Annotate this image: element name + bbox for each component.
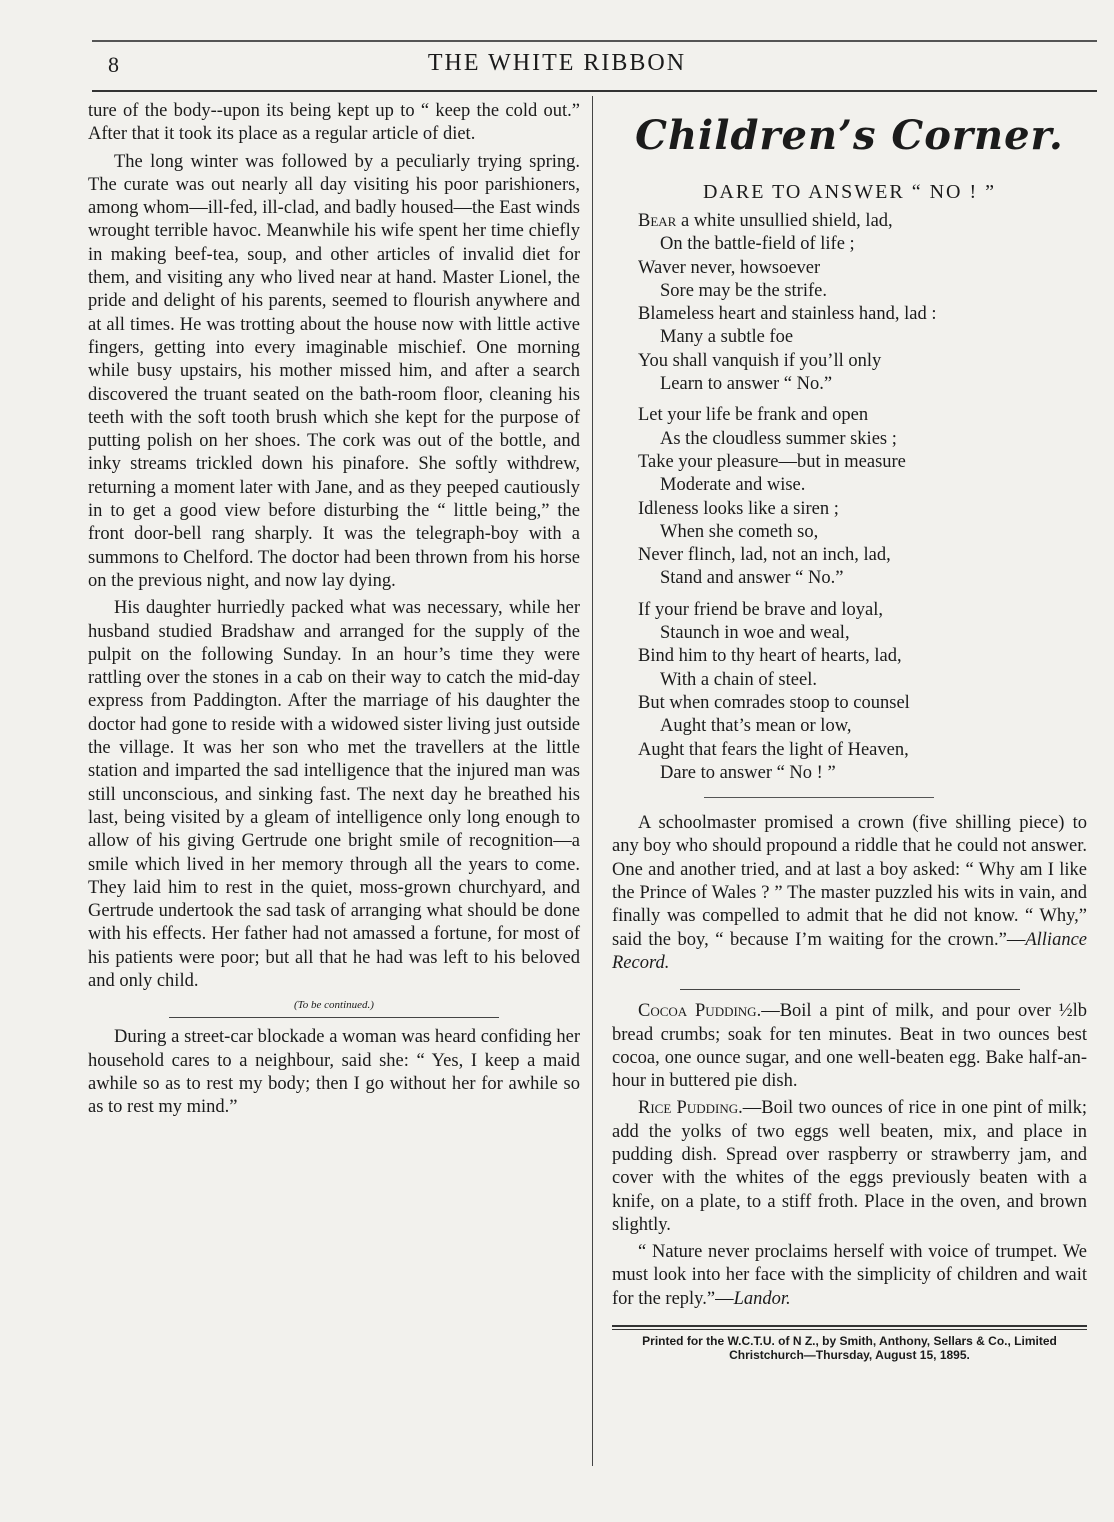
poem-line: But when comrades stoop to counsel	[638, 692, 910, 713]
poem-title: DARE TO ANSWER “ NO ! ”	[702, 181, 997, 203]
cocoa-pudding-text: —Boil a pint of milk, and pour over ½lb bread crumbs; soak for ten minutes. Beat in two ounces best cocoa, one ounce sugar, and one well-beaten egg. Bake half-an-hour in buttered pie dish.	[612, 1001, 1087, 1092]
cocoa-pudding-recipe	[612, 1000, 1087, 1093]
imprint-line-1: Printed for the W.C.T.U. of N Z., by Smith, Anthony, Sellars & Co., Limited	[642, 1334, 1057, 1349]
poem-line: If your friend be brave and loyal,	[638, 599, 884, 620]
rice-pudding-text: —Boil two ounces of rice in one pint of milk; add the yolks of two eggs well beaten, mix, and place in pudding dish. Spread over raspberry or strawberry jam, and cover with the whites of the eggs previously beaten with a knife, on a plate, to a stiff froth. Place in the oven, and brown slightly.	[612, 1098, 1088, 1235]
riddle-text: A schoolmaster promised a crown (five shilling piece) to any boy who should propound a riddle that he could not answer. One and another tried, and at last a boy asked: “ Why am I like the Prince of Wales ? ” The master puzzled his wits in vain, and finally was compelled to admit that he did not know. “ Why,” said the boy, “ because I’m waiting for the crown.”—	[612, 813, 1087, 950]
story-paragraph-3: His daughter hurriedly packed what was necessary, while her husband studied Bradshaw and arranged for the supply of the pulpit on the following Sunday. In an hour’s time they were rattling over the stones in a cab on their way to catch the mid-day express from Paddington. After the marriage of his daughter the doctor had gone to reside with a widowed sister living just outside the village. It was her son who met the travellers at the little station and imparted the sad intelligence that the injured man was still unconscious, and sinking fast. The next day he breathed his last, being visited by a gleam of intelligence only long enough to allow of his giving Gertrude one bright smile of recognition—a smile which lived in her memory through all the years to come. They laid him to rest in the quiet, moss-grown churchyard, and Gertrude undertook the sad task of arranging what should be done with his effects. Her father had not amassed a fortune, for most of his patients were poor; but all that he had was left to his beloved and only child.	[88, 598, 580, 991]
poem-line: Bind him to thy heart of hearts, lad,	[638, 646, 902, 667]
left-column	[88, 100, 580, 1119]
quote-author: Landor.	[733, 1288, 791, 1309]
header-rule	[92, 90, 1097, 92]
imprint-line-2: Christchurch—Thursday, August 15, 1895.	[729, 1348, 970, 1363]
recipes-rule	[680, 989, 1020, 990]
poem-line: Aught that’s mean or low,	[660, 716, 852, 737]
poem-line: a white unsullied shield, lad,	[676, 211, 893, 231]
poem-first-word: Bear	[638, 211, 677, 231]
riddle-paragraph	[612, 812, 1087, 975]
rice-pudding-recipe	[612, 1097, 1087, 1237]
section-rule	[169, 1017, 499, 1018]
cocoa-pudding-name: Cocoa Pudding.	[638, 1001, 762, 1022]
poem-line: Staunch in woe and weal,	[660, 623, 850, 644]
top-rule	[92, 40, 1097, 42]
landor-quote	[612, 1241, 1087, 1311]
poem-line: Let your life be frank and open	[638, 405, 869, 426]
right-column	[612, 100, 1087, 1362]
column-divider	[592, 96, 593, 1466]
riddle-source: Alliance Record.	[612, 929, 1087, 973]
poem-line: On the battle-field of life ;	[660, 234, 855, 255]
footer-rule-thin	[612, 1329, 1087, 1330]
poem-line: Take your pleasure—but in measure	[638, 451, 906, 472]
rice-pudding-name: Rice Pudding.	[638, 1098, 743, 1119]
poem-line: Idleness looks like a siren ;	[638, 498, 839, 519]
poem-line: Many a subtle foe	[660, 327, 794, 348]
to-be-continued: (To be continued.)	[294, 999, 374, 1012]
printer-imprint	[612, 1334, 1087, 1362]
poem-line: Moderate and wise.	[660, 475, 806, 496]
story-paragraph-1: ture of the body--upon its being kept up to “ keep the cold out.” After that it took its place as a regular article of diet.	[88, 101, 580, 145]
poem-line: When she cometh so,	[660, 521, 819, 542]
poem-line: Dare to answer “ No ! ”	[660, 762, 836, 783]
story-paragraph-2: The long winter was followed by a peculiarly trying spring. The curate was out nearly all day visiting his poor parishioners, among whom—ill-fed, ill-clad, and badly housed—the East winds wrought terrible havoc. Meanwhile his wife spent her time chiefly in making beef-tea, soup, and other articles of invalid diet for them, and visiting any who lived near at hand. Master Lionel, the pride and delight of his parents, seemed to flourish anywhere and at all times. He was trotting about the house now with little active fingers, getting into every imaginable mischief. One morning while busy upstairs, his mother missed him, and after a search discovered the truant seated on the bath-room floor, cleaning his teeth with the soft tooth brush which she kept for the purpose of putting polish on her shoes. The cork was out of the bottle, and inky streams trickled down his pinafore. She softly withdrew, returning a moment later with Jane, and as they peeped cautiously in to get a good view before disturbing the “ little being,” the front door-bell rang sharply. It was the telegraph-boy with a summons to Chelford. The doctor had been thrown from his horse on the previous night, and now lay dying.	[88, 151, 580, 591]
page-title: THE WHITE RIBBON	[427, 50, 687, 76]
poem-line: You shall vanquish if you’ll only	[638, 350, 882, 371]
poem-line: Never flinch, lad, not an inch, lad,	[638, 545, 891, 566]
quote-text: “ Nature never proclaims herself with voice of trumpet. We must look into her face with the simplicity of children and wait for the reply.”—	[612, 1242, 1087, 1309]
anecdote-paragraph: During a street-car blockade a woman was heard confiding her household cares to a neighbour, said she: “ Yes, I keep a maid awhile so as to rest my body; then I go without her for awhile so as to rest my mind.”	[88, 1027, 580, 1118]
poem-line: Sore may be the strife.	[660, 280, 827, 301]
poem	[638, 210, 1087, 785]
childrens-corner-title: Children’s Corner.	[635, 112, 1064, 159]
footer-rule	[612, 1325, 1087, 1327]
poem-line: With a chain of steel.	[660, 669, 817, 690]
poem-line: Stand and answer “ No.”	[660, 568, 844, 589]
poem-rule	[704, 797, 934, 798]
poem-line: Waver never, howsoever	[638, 257, 821, 278]
page-number: 8	[108, 52, 119, 77]
poem-line: As the cloudless summer skies ;	[660, 428, 897, 449]
poem-line: Aught that fears the light of Heaven,	[638, 739, 909, 760]
poem-line: Learn to answer “ No.”	[660, 374, 833, 395]
poem-line: Blameless heart and stainless hand, lad :	[638, 304, 937, 325]
